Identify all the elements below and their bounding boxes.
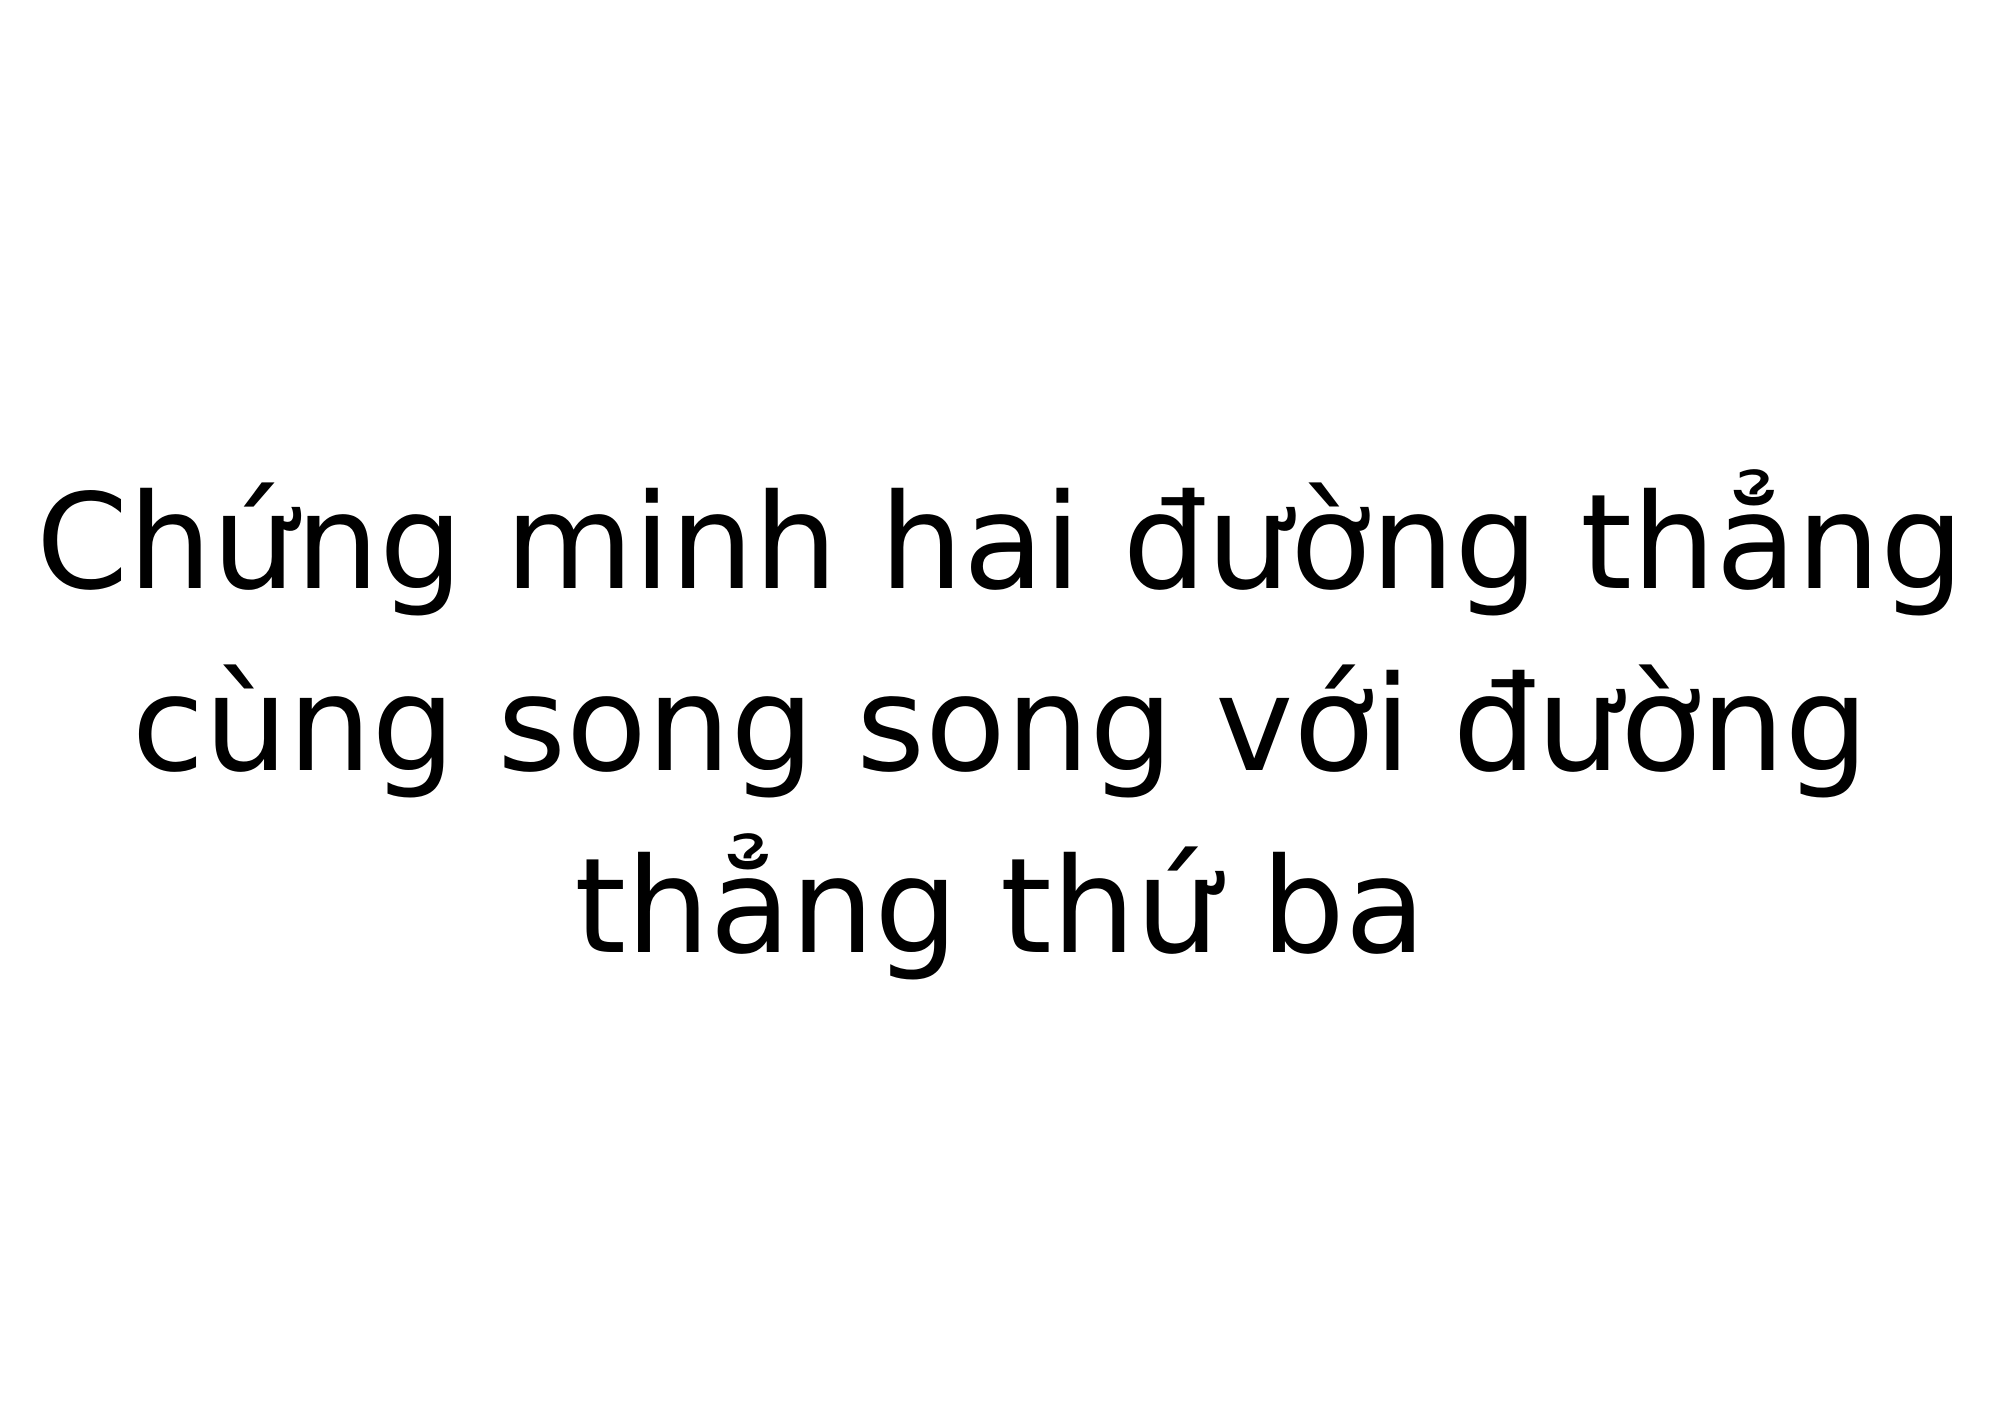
title-line-2: cùng song song với đường <box>131 648 1869 802</box>
slide-title <box>0 452 2000 998</box>
title-line-1: Chứng minh hai đường thẳng <box>36 466 1964 620</box>
title-line-3: thẳng thứ ba <box>574 830 1426 984</box>
